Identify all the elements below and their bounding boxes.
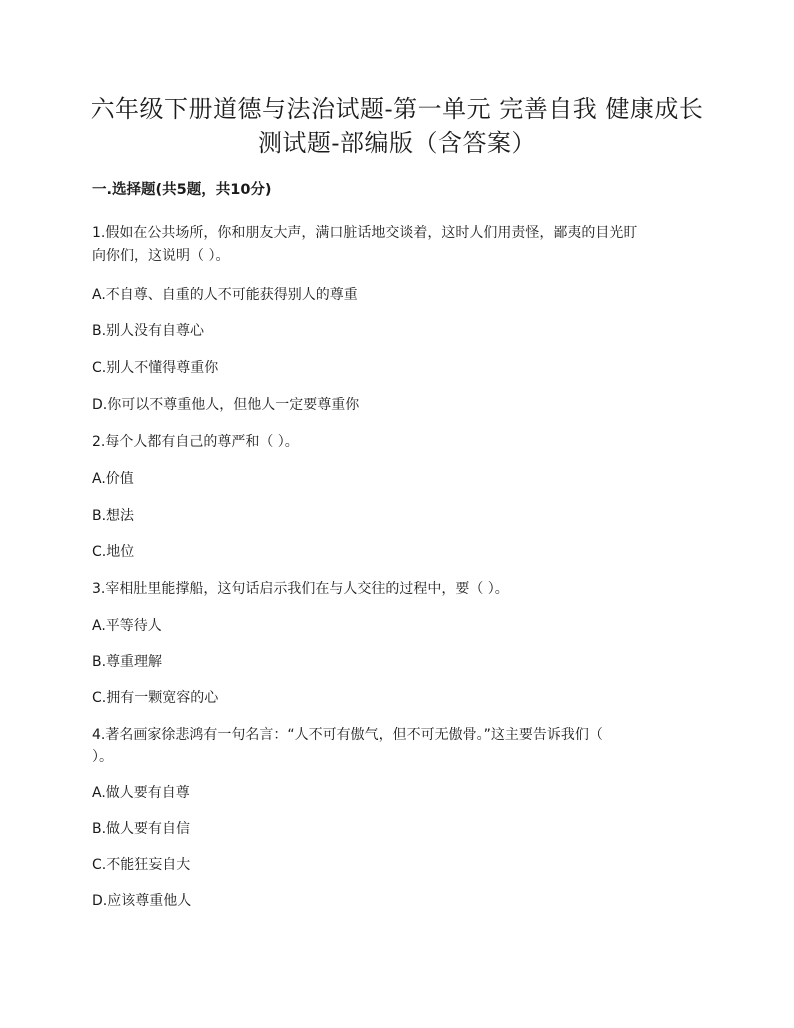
question-4-stem-line-2: ）。 xyxy=(92,749,113,765)
question-4-option-c: C.不能狂妄自大 xyxy=(92,857,191,873)
question-1-stem-line-1: 1.假如在公共场所，你和朋友大声，满口脏话地交谈着，这时人们用责怪，鄙夷的目光盯 xyxy=(92,225,638,241)
question-4-option-d: D.应该尊重他人 xyxy=(92,893,192,909)
question-1-option-c: C.别人不懂得尊重你 xyxy=(92,360,219,376)
question-4-stem-line-1: 4.著名画家徐悲鸿有一句名言：“人不可有傲气，但不可无傲骨。”这主要告诉我们（ xyxy=(92,727,603,743)
question-2-stem: 2.每个人都有自己的尊严和（ ）。 xyxy=(92,434,299,450)
page-title-line-1: 六年级下册道德与法治试题-第一单元 完善自我 健康成长 xyxy=(90,95,704,123)
question-1-option-a: A.不自尊、自重的人不可能获得别人的尊重 xyxy=(92,287,358,303)
page-title-line-2: 测试题-部编版（含答案） xyxy=(257,129,537,157)
question-2-option-a: A.价值 xyxy=(92,471,134,487)
question-1-option-b: B.别人没有自尊心 xyxy=(92,323,205,339)
question-3-option-b: B.尊重理解 xyxy=(92,654,163,670)
question-3-option-c: C.拥有一颗宽容的心 xyxy=(92,690,219,706)
question-1-stem-line-2: 向你们，这说明（ ）。 xyxy=(92,248,230,264)
question-3-option-a: A.平等待人 xyxy=(92,618,162,634)
question-3-stem: 3.宰相肚里能撑船，这句话启示我们在与人交往的过程中，要（ ）。 xyxy=(92,581,509,597)
section-heading: 一.选择题(共5题，共10分) xyxy=(92,182,272,198)
question-4-option-b: B.做人要有自信 xyxy=(92,821,191,837)
question-2-option-b: B.想法 xyxy=(92,508,135,524)
question-2-option-c: C.地位 xyxy=(92,544,135,560)
question-1-option-d: D.你可以不尊重他人，但他人一定要尊重你 xyxy=(92,397,360,413)
question-4-option-a: A.做人要有自尊 xyxy=(92,785,190,801)
